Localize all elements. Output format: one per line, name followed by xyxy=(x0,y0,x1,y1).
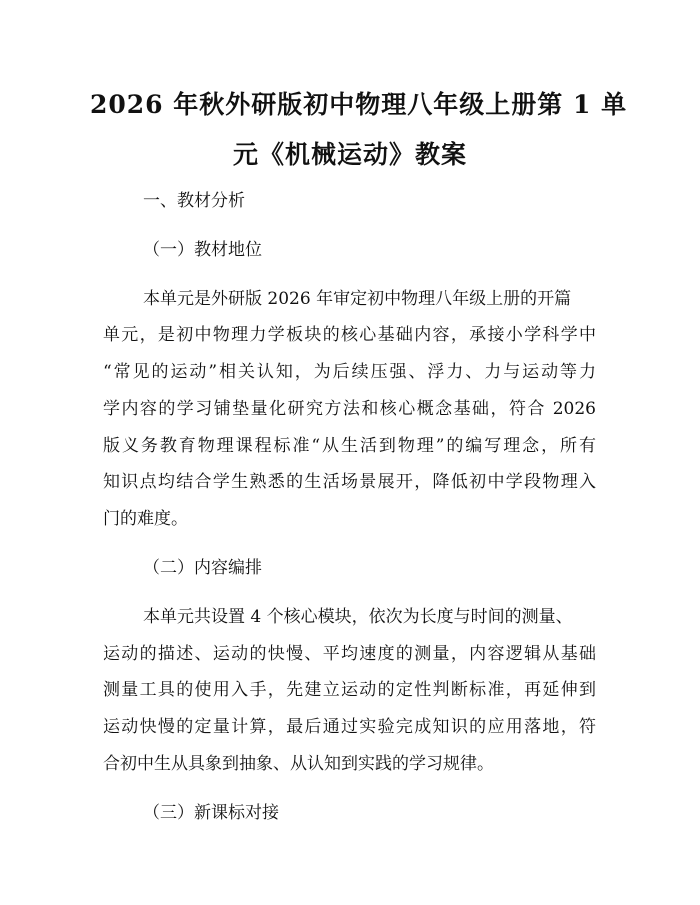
paragraph-1-line-5: 版义务教育物理课程标准“从生活到物理”的编写理念，所有 xyxy=(103,436,596,456)
paragraph-1-line-7: 门的难度。 xyxy=(103,509,188,529)
subsection-1-heading: （一）教材地位 xyxy=(143,240,262,260)
paragraph-2-line-2: 运动的描述、运动的快慢、平均速度的测量，内容逻辑从基础 xyxy=(103,644,596,664)
paragraph-1-line-6: 知识点均结合学生熟悉的生活场景展开，降低初中学段物理入 xyxy=(103,472,596,492)
document-title-line-2: 元《机械运动》教案 xyxy=(232,140,467,169)
paragraph-1-line-1: 本单元是外研版 2026 年审定初中物理八年级上册的开篇 xyxy=(143,289,572,309)
subsection-2-heading: （二）内容编排 xyxy=(143,558,262,578)
subsection-3-heading: （三）新课标对接 xyxy=(143,803,279,823)
section-1-heading: 一、教材分析 xyxy=(143,191,245,211)
paragraph-2-line-4: 运动快慢的定量计算，最后通过实验完成知识的应用落地，符 xyxy=(103,717,596,737)
paragraph-1-line-4: 学内容的学习铺垫量化研究方法和核心概念基础，符合 2026 xyxy=(103,399,596,419)
paragraph-2-line-5: 合初中生从具象到抽象、从认知到实践的学习规律。 xyxy=(103,754,494,774)
paragraph-1-line-3: “常见的运动”相关认知，为后续压强、浮力、力与运动等力 xyxy=(103,362,596,382)
paragraph-2-line-3: 测量工具的使用入手，先建立运动的定性判断标准，再延伸到 xyxy=(103,680,596,700)
paragraph-2-line-1: 本单元共设置 4 个核心模块，依次为长度与时间的测量、 xyxy=(143,607,573,627)
document-title-line-1: 2026 年秋外研版初中物理八年级上册第 1 单 xyxy=(90,90,628,119)
paragraph-1-line-2: 单元，是初中物理力学板块的核心基础内容，承接小学科学中 xyxy=(103,325,596,345)
